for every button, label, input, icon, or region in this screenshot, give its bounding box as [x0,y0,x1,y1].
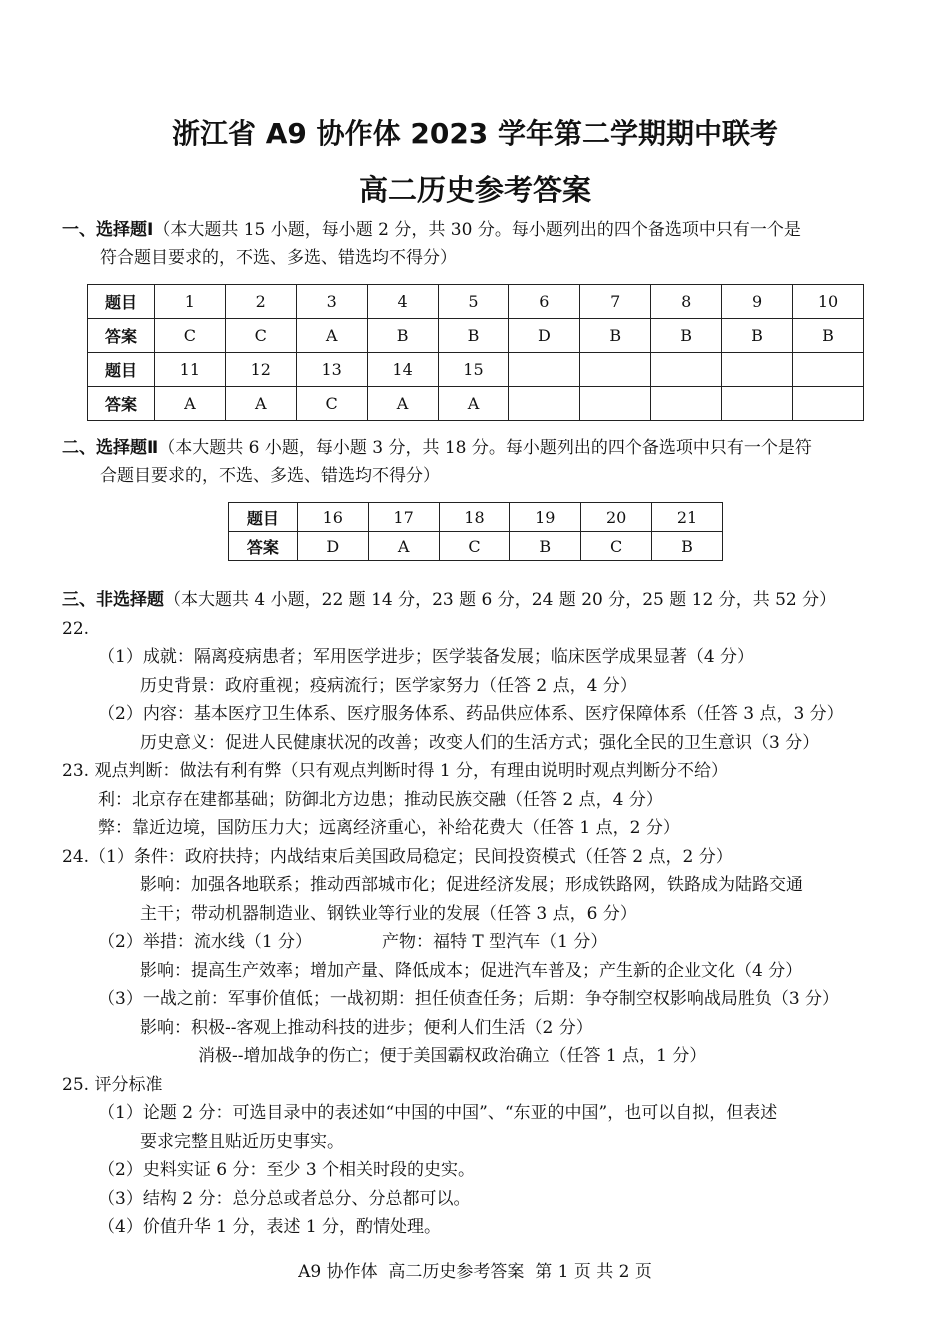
q22-part1-achievements: （1）成就：隔离疫病患者；军用医学进步；医学装备发展；临床医学成果显著（4 分） [98,647,755,667]
answer-cell: B [652,532,723,561]
section-1-desc-line2: 符合题目要求的，不选、多选、错选均不得分） [100,248,457,268]
answer-cell: B [510,532,581,561]
question-number: 7 [580,285,651,319]
question-number: 2 [225,285,296,319]
answer-cell: B [580,319,651,353]
section-3-desc: （本大题共 4 小题，22 题 14 分，23 题 6 分，24 题 20 分，25 题 12 分，共 52 分） [164,590,837,610]
section-1-desc-line1: （本大题共 15 小题，每小题 2 分，共 30 分。每小题列出的四个备选项中只有一个是 [153,220,801,240]
question-number: 6 [509,285,580,319]
table-row [88,319,864,353]
section-2-intro [62,434,892,490]
answer-cell: C [296,387,367,421]
answer-cell: C [225,319,296,353]
q22-part1-background: 历史背景：政府重视；疫病流行；医学家努力（任答 2 点，4 分） [140,676,637,696]
q24-part3-positive: 影响：积极--客观上推动科技的进步；便利人们生活（2 分） [140,1018,593,1038]
answer-cell: A [154,387,225,421]
section-2-desc-line1: （本大题共 6 小题，每小题 3 分，共 18 分。每小题列出的四个备选项中只有一个是符 [158,438,812,458]
question-number [793,353,864,387]
question-number: 4 [367,285,438,319]
answer-label: 答案 [88,319,155,353]
section-1-heading: 一、选择题Ⅰ [62,220,154,240]
question-number: 16 [297,503,368,532]
question-number: 17 [368,503,439,532]
question-number [722,353,793,387]
table-row [229,503,723,532]
question-number [651,353,722,387]
question-number [509,353,580,387]
q25-thesis: （1）论题 2 分：可选目录中的表述如“中国的中国”、“东亚的中国”，也可以自拟，但表述 [98,1103,778,1123]
q24-part1-conditions: 24.（1）条件：政府扶持；内战结束后美国政局稳定；民间投资模式（任答 2 点，2 分） [62,847,733,867]
answer-cell: D [509,319,580,353]
q25-heading: 25. 评分标准 [62,1075,163,1095]
question-number: 19 [510,503,581,532]
page-footer: A9 协作体 高二历史参考答案 第 1 页 共 2 页 [298,1262,652,1282]
answer-label: 答案 [229,532,298,561]
q22-part2-significance: 历史意义：促进人民健康状况的改善；改变人们的生活方式；强化全民的卫生意识（3 分） [140,733,820,753]
question-number: 21 [652,503,723,532]
answer-cell: C [154,319,225,353]
question-number: 12 [225,353,296,387]
answer-cell: D [297,532,368,561]
q25-thesis-cont: 要求完整且贴近历史事实。 [140,1132,344,1152]
q24-part1-impact-cont: 主干；带动机器制造业、钢铁业等行业的发展（任答 3 点，6 分） [140,904,637,924]
section-3-heading: 三、非选择题 [62,590,164,610]
table-row [88,353,864,387]
q23-disadvantages: 弊：靠近边境，国防压力大；远离经济重心，补给花费大（任答 1 点，2 分） [98,818,680,838]
q24-part2-product: 产物：福特 T 型汽车（1 分） [382,932,608,952]
question-number: 3 [296,285,367,319]
question-number: 8 [651,285,722,319]
section-3-intro [62,586,892,614]
answer-cell: C [439,532,510,561]
question-number: 20 [581,503,652,532]
q25-evidence: （2）史料实证 6 分：至少 3 个相关时段的史实。 [98,1160,476,1180]
question-number: 1 [154,285,225,319]
section-2-answer-table [228,502,723,561]
answer-cell: B [722,319,793,353]
table-row [88,387,864,421]
question-label: 题目 [229,503,298,532]
q24-part2-impact: 影响：提高生产效率；增加产量、降低成本；促进汽车普及；产生新的企业文化（4 分） [140,961,803,981]
q22-number: 22. [62,619,90,639]
q24-part2-measure: （2）举措：流水线（1 分） [98,932,313,952]
answer-label: 答案 [88,387,155,421]
section-2-desc-line2: 合题目要求的，不选、多选、错选均不得分） [100,466,440,486]
answer-cell: A [368,532,439,561]
question-number: 15 [438,353,509,387]
q24-part3-negative: 消极--增加战争的伤亡；便于美国霸权政治确立（任答 1 点，1 分） [198,1046,707,1066]
answer-cell [651,387,722,421]
answer-cell [793,387,864,421]
question-number [580,353,651,387]
q24-part3-stages: （3）一战之前：军事价值低；一战初期：担任侦查任务；后期：争夺制空权影响战局胜负（3 分） [98,989,840,1009]
answer-cell: A [225,387,296,421]
answer-cell: A [367,387,438,421]
answer-cell: A [438,387,509,421]
q23-judgement: 23. 观点判断：做法有利有弊（只有观点判断时得 1 分，有理由说明时观点判断分不给） [62,761,729,781]
q22-part2-content: （2）内容：基本医疗卫生体系、医疗服务体系、药品供应体系、医疗保障体系（任答 3 点，3 分） [98,704,844,724]
question-number: 14 [367,353,438,387]
section-1-intro [62,216,892,272]
answer-cell: C [581,532,652,561]
q23-advantages: 利：北京存在建都基础；防御北方边患；推动民族交融（任答 2 点，4 分） [98,790,663,810]
q24-part1-impact: 影响：加强各地联系；推动西部城市化；促进经济发展；形成铁路网，铁路成为陆路交通 [140,875,803,895]
answer-cell: B [651,319,722,353]
q25-structure: （3）结构 2 分：总分总或者总分、分总都可以。 [98,1189,471,1209]
answer-cell [722,387,793,421]
question-number: 5 [438,285,509,319]
q25-value: （4）价值升华 1 分，表述 1 分，酌情处理。 [98,1217,442,1237]
question-label: 题目 [88,353,155,387]
section-2-heading: 二、选择题Ⅱ [62,438,159,458]
answer-cell: B [438,319,509,353]
table-row [88,285,864,319]
question-number: 18 [439,503,510,532]
answer-cell [509,387,580,421]
question-number: 11 [154,353,225,387]
answer-cell: A [296,319,367,353]
table-row [229,532,723,561]
question-number: 10 [793,285,864,319]
answer-cell: B [793,319,864,353]
question-number: 13 [296,353,367,387]
section-1-answer-table [87,284,864,421]
answer-key-title: 高二历史参考答案 [358,173,591,207]
exam-title: 浙江省 A9 协作体 2023 学年第二学期期中联考 [171,117,779,150]
question-number: 9 [722,285,793,319]
answer-cell: B [367,319,438,353]
question-label: 题目 [88,285,155,319]
answer-cell [580,387,651,421]
